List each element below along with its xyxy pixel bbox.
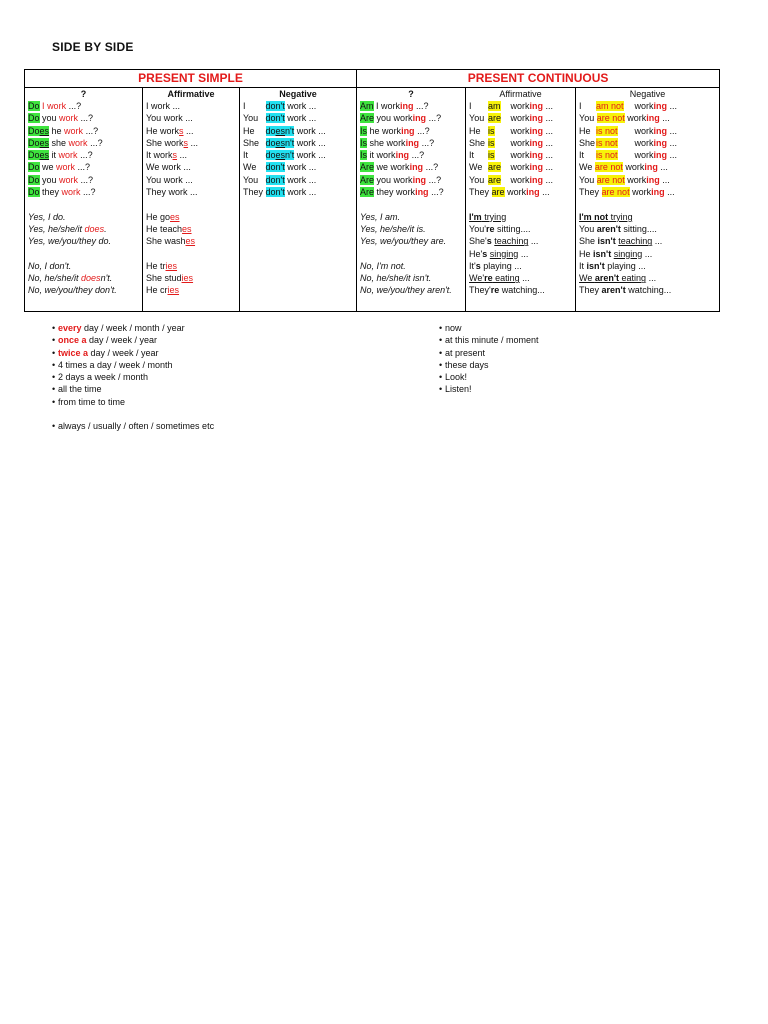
ps-neg-line: They don't work ...: [243, 187, 317, 198]
spelling-example: She studies: [146, 273, 194, 284]
ps-short-answer: No, we/you/they don't.: [28, 285, 117, 296]
ps-q-line: Do they work ...?: [28, 187, 96, 198]
pc-q-line: Is it working ...?: [360, 150, 425, 161]
pc-neg-contraction: They aren't watching...: [579, 285, 672, 296]
ps-neg-line: She doesn't work ...: [243, 137, 326, 148]
present-simple-time-expressions: [52, 322, 185, 408]
pc-neg-line: You are not working ...: [579, 113, 670, 124]
pc-negative-header: Negative: [629, 89, 666, 99]
pc-neg-line: We are not working ...: [579, 162, 668, 173]
ps-question-cell: [25, 88, 143, 312]
pc-neg-contraction: He isn't singing ...: [579, 248, 653, 259]
pc-aff-line: He is working ...: [469, 125, 554, 136]
spelling-example: He goes: [146, 211, 180, 222]
list-item: • at this minute / moment: [439, 335, 539, 346]
pc-short-answer: Yes, he/she/it is.: [360, 223, 426, 234]
ps-aff-line: She works ...: [146, 137, 199, 148]
ps-affirmative-cell: [143, 88, 240, 312]
document-title: SIDE BY SIDE: [52, 40, 134, 54]
spelling-example: He teaches: [146, 223, 192, 234]
ps-q-line: Do you work ...?: [28, 113, 94, 124]
pc-aff-line: They are working ...: [469, 187, 550, 198]
pc-negative-cell: [576, 88, 720, 312]
pc-contraction: She's teaching ...: [469, 236, 539, 247]
pc-neg-line: He is not working ...: [579, 125, 678, 136]
pc-aff-line: It is working ...: [469, 150, 554, 161]
pc-question-header: ?: [408, 89, 414, 99]
ps-negative-header: Negative: [279, 89, 317, 99]
pc-q-line: Are we working ...?: [360, 162, 439, 173]
spelling-example: He tries: [146, 260, 178, 271]
ps-short-answer: Yes, I do.: [28, 211, 66, 222]
pc-neg-line: It is not working ...: [579, 150, 678, 161]
pc-affirmative-cell: [466, 88, 576, 312]
pc-neg-contraction: I'm not trying: [579, 211, 633, 222]
content-row: [25, 88, 720, 312]
ps-q-line: Does she work ...?: [28, 137, 103, 148]
ps-q-line: Do I work ...?: [28, 101, 82, 111]
list-item: • these days: [439, 359, 489, 370]
pc-short-answer: No, we/you/they aren't.: [360, 285, 452, 296]
pc-aff-line: You are working ...: [469, 174, 554, 185]
ps-q-line: Does he work ...?: [28, 125, 99, 136]
ps-affirmative-header: Affirmative: [167, 89, 215, 99]
ps-aff-line: You work ...: [146, 174, 193, 185]
pc-aff-line: I am working ...: [469, 101, 554, 111]
ps-short-answer: Yes, he/she/it does.: [28, 223, 107, 234]
pc-q-line: Is she working ...?: [360, 137, 435, 148]
ps-aff-line: I work ...: [146, 101, 181, 111]
pc-q-line: Are you working ...?: [360, 113, 442, 124]
pc-neg-line: You are not working ...: [579, 174, 670, 185]
frequency-adverbs-item: • always / usually / often / sometimes etc: [52, 421, 215, 431]
pc-affirmative-header: Affirmative: [499, 89, 542, 99]
pc-q-line: Are they working ...?: [360, 187, 444, 198]
pc-neg-contraction: She isn't teaching ...: [579, 236, 663, 247]
pc-short-answer: Yes, I am.: [360, 211, 401, 222]
pc-contraction: We're eating ...: [469, 273, 530, 284]
tenses-table: [24, 69, 720, 312]
ps-neg-line: He doesn't work ...: [243, 125, 326, 136]
pc-aff-line: We are working ...: [469, 162, 554, 173]
ps-neg-line: It doesn't work ...: [243, 150, 326, 161]
ps-q-line: Do we work ...?: [28, 162, 91, 173]
ps-aff-line: We work ...: [146, 162, 191, 173]
present-continuous-heading: PRESENT CONTINUOUS: [357, 70, 720, 88]
present-continuous-time-expressions: [439, 322, 539, 396]
ps-negative-cell: [240, 88, 357, 312]
ps-neg-line: I don't work ...: [243, 101, 317, 111]
pc-neg-line: I am not working ...: [579, 101, 678, 111]
ps-neg-line: You don't work ...: [243, 174, 317, 185]
pc-q-line: Is he working ...?: [360, 125, 430, 136]
section-header-row: [25, 70, 720, 88]
pc-q-line: Are you working ...?: [360, 174, 442, 185]
pc-q-line: Am I working ...?: [360, 101, 429, 111]
pc-neg-line: They are not working ...: [579, 187, 675, 198]
pc-contraction: They're watching...: [469, 285, 545, 296]
list-item: • Look!: [439, 372, 468, 383]
list-item: • all the time: [52, 384, 102, 395]
pc-question-cell: [357, 88, 466, 312]
ps-q-line: Do you work ...?: [28, 174, 94, 185]
list-item: • every day / week / month / year: [52, 323, 185, 333]
ps-q-line: Does it work ...?: [28, 150, 93, 161]
list-item: • twice a day / week / year: [52, 347, 159, 358]
pc-neg-contraction: It isn't playing ...: [579, 260, 646, 271]
spelling-example: He cries: [146, 285, 180, 296]
pc-contraction: He's singing ...: [469, 248, 529, 259]
pc-short-answer: No, he/she/it isn't.: [360, 273, 432, 284]
list-item: • 2 days a week / month: [52, 372, 149, 383]
list-item: • once a day / week / year: [52, 335, 158, 346]
pc-contraction: It's playing ...: [469, 260, 522, 271]
ps-aff-line: You work ...: [146, 113, 193, 124]
pc-short-answer: Yes, we/you/they are.: [360, 236, 447, 247]
pc-neg-contraction: We aren't eating ...: [579, 273, 657, 284]
spelling-example: She washes: [146, 236, 196, 247]
list-item: • at present: [439, 347, 486, 358]
ps-short-answer: No, I don't.: [28, 260, 72, 271]
ps-short-answer: No, he/she/it doesn't.: [28, 273, 113, 284]
pc-neg-contraction: You aren't sitting....: [579, 223, 657, 234]
pc-aff-line: You are working ...: [469, 113, 554, 124]
pc-short-answer: No, I'm not.: [360, 260, 406, 271]
pc-neg-line: Sheis not working ...: [579, 137, 678, 148]
pc-contraction: I'm trying: [469, 211, 507, 222]
list-item: • 4 times a day / week / month: [52, 359, 173, 370]
ps-neg-line: You don't work ...: [243, 113, 317, 124]
ps-short-answer: Yes, we/you/they do.: [28, 236, 112, 247]
pc-contraction: You're sitting....: [469, 223, 531, 234]
list-item: • now: [439, 323, 462, 333]
present-simple-heading: PRESENT SIMPLE: [25, 70, 357, 88]
ps-aff-line: He works ...: [146, 125, 194, 136]
ps-question-header: ?: [80, 89, 87, 99]
ps-aff-line: It works ...: [146, 150, 188, 161]
ps-aff-line: They work ...: [146, 187, 198, 198]
list-item: • from time to time: [52, 396, 126, 407]
pc-aff-line: She is working ...: [469, 137, 554, 148]
list-item: • Listen!: [439, 384, 472, 395]
ps-neg-line: We don't work ...: [243, 162, 317, 173]
